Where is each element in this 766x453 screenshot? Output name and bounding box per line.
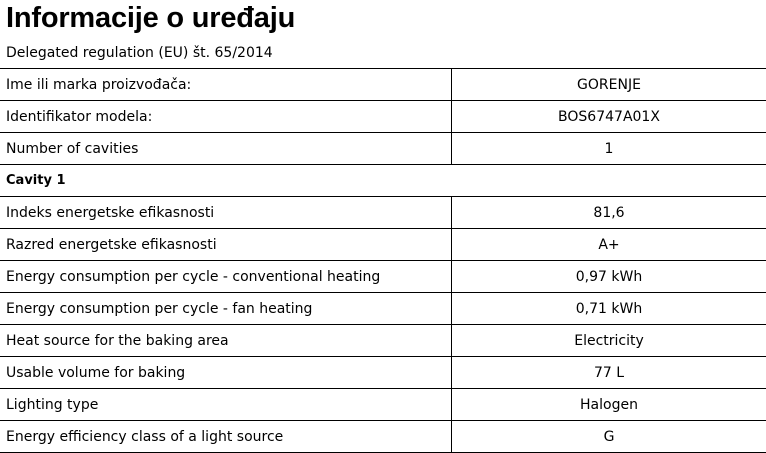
table-row	[0, 197, 766, 229]
row-label-light-source-class: Energy efficiency class of a light source	[0, 421, 452, 453]
row-value-model-id: BOS6747A01X	[452, 101, 766, 133]
row-value-eei: 81,6	[452, 197, 766, 229]
row-value-energy-class: A+	[452, 229, 766, 261]
table-row	[0, 261, 766, 293]
row-label-manufacturer: Ime ili marka proizvođača:	[0, 69, 452, 101]
row-label-cavities: Number of cavities	[0, 133, 452, 165]
table-row	[0, 389, 766, 421]
row-label-consumption-conventional: Energy consumption per cycle - conventional heating	[0, 261, 452, 293]
row-label-usable-volume: Usable volume for baking	[0, 357, 452, 389]
row-value-lighting-type: Halogen	[452, 389, 766, 421]
section-header-row	[0, 165, 766, 197]
table-row	[0, 421, 766, 453]
table-row	[0, 69, 766, 101]
page-title: Informacije o uređaju	[0, 0, 766, 38]
row-label-model-id: Identifikator modela:	[0, 101, 452, 133]
table-row	[0, 293, 766, 325]
row-value-heat-source: Electricity	[452, 325, 766, 357]
row-label-lighting-type: Lighting type	[0, 389, 452, 421]
table-row	[0, 357, 766, 389]
row-label-energy-class: Razred energetske efikasnosti	[0, 229, 452, 261]
table-row	[0, 101, 766, 133]
table-row	[0, 229, 766, 261]
row-value-consumption-conventional: 0,97 kWh	[452, 261, 766, 293]
row-label-eei: Indeks energetske efikasnosti	[0, 197, 452, 229]
product-info-table	[0, 68, 766, 453]
table-row	[0, 133, 766, 165]
row-value-consumption-fan: 0,71 kWh	[452, 293, 766, 325]
row-label-consumption-fan: Energy consumption per cycle - fan heating	[0, 293, 452, 325]
section-title: Cavity 1	[0, 165, 766, 197]
regulation-subtitle: Delegated regulation (EU) št. 65/2014	[0, 38, 766, 68]
row-label-heat-source: Heat source for the baking area	[0, 325, 452, 357]
table-row	[0, 325, 766, 357]
row-value-manufacturer: GORENJE	[452, 69, 766, 101]
row-value-cavities: 1	[452, 133, 766, 165]
row-value-usable-volume: 77 L	[452, 357, 766, 389]
row-value-light-source-class: G	[452, 421, 766, 453]
